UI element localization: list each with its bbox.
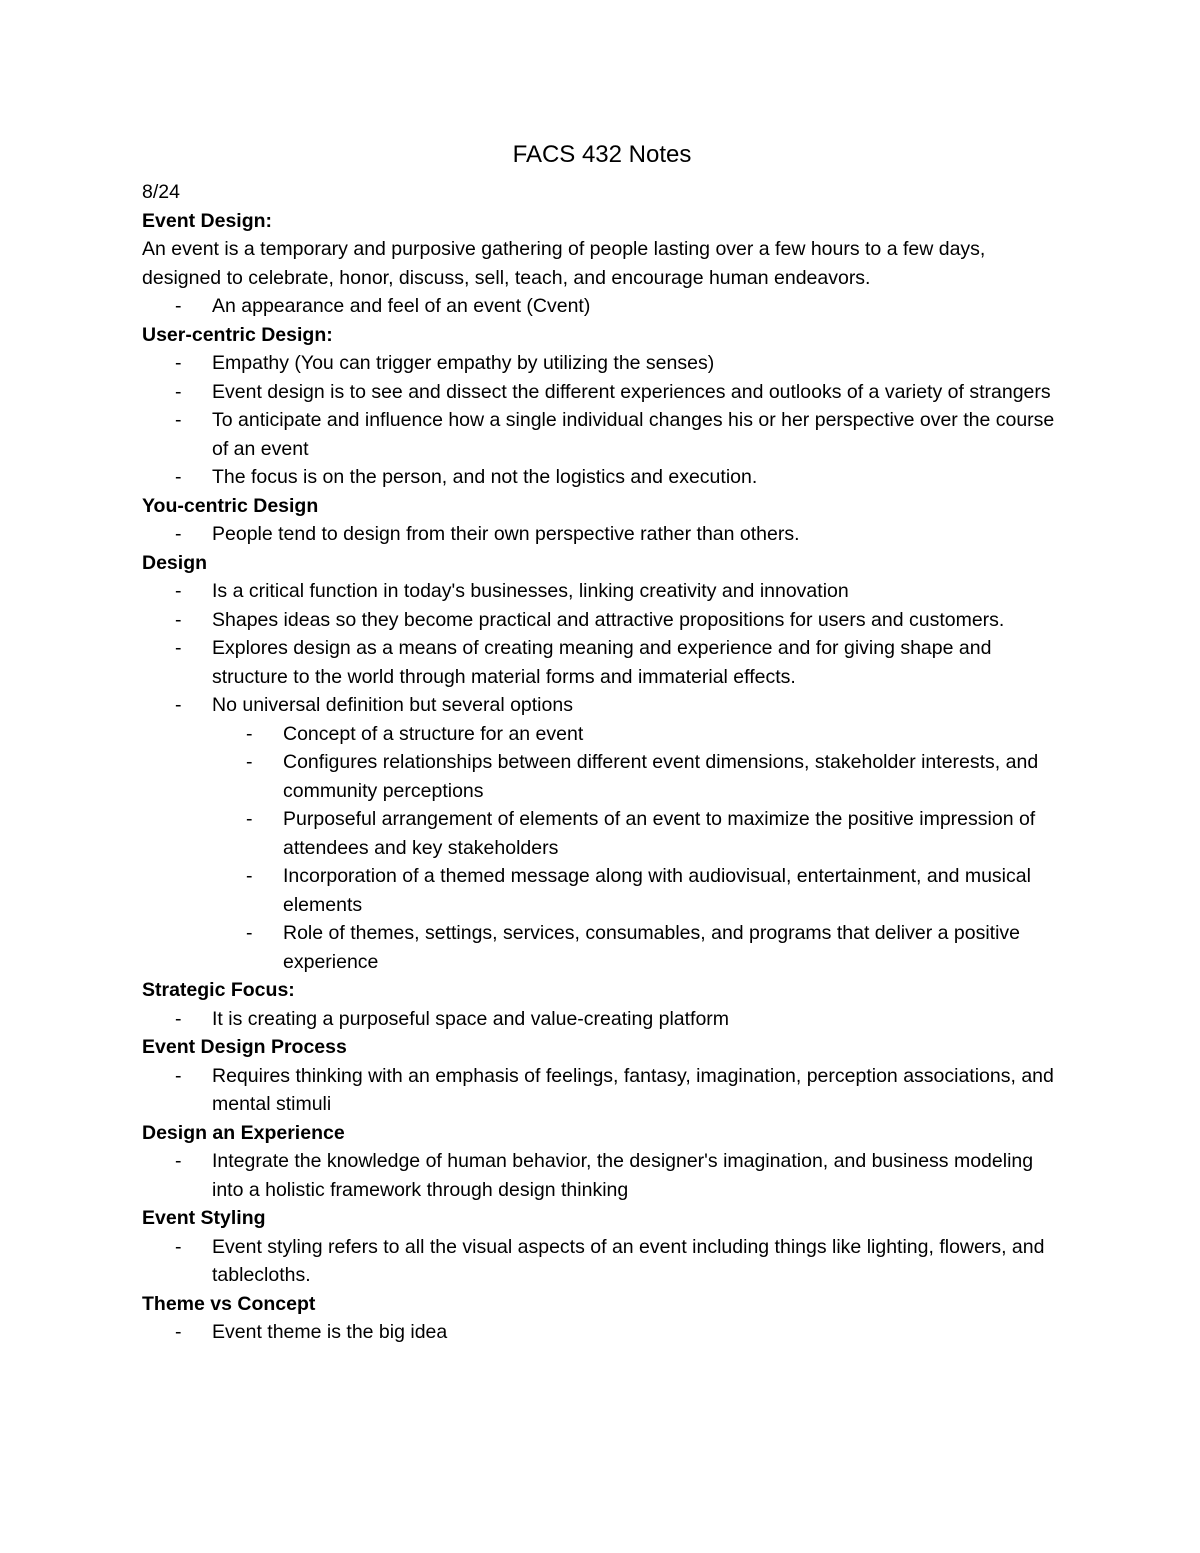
section-heading: Event Design: (142, 209, 273, 232)
dash-marker: - (175, 1007, 182, 1030)
list-item-text: An appearance and feel of an event (Cvent) (212, 295, 591, 317)
list-item (142, 691, 1062, 720)
list-item (142, 1062, 1062, 1119)
dash-marker: - (175, 608, 182, 631)
list-item-text: Incorporation of a themed message along with audiovisual, entertainment, and musical elements (283, 865, 1031, 916)
dash-marker: - (175, 1321, 182, 1343)
section-you-centric-design (142, 492, 1062, 549)
list-item (142, 1005, 1062, 1034)
dash-marker: - (175, 1150, 182, 1172)
bullet-list (142, 520, 1062, 549)
list-item-text: To anticipate and influence how a single individual changes his or her perspective over the course of an event (212, 409, 1055, 460)
section-paragraph: An event is a temporary and purposive gathering of people lasting over a few hours to a few days, designed to celebrate, honor, discuss, sell, teach, and encourage human endeavors. (142, 238, 986, 289)
list-item (142, 1233, 1062, 1290)
bullet-list (142, 1233, 1062, 1290)
list-item-text: Event theme is the big idea (212, 1321, 448, 1343)
bullet-list (142, 1147, 1062, 1204)
dash-marker: - (175, 580, 182, 602)
dash-marker: - (246, 922, 253, 944)
bullet-list (142, 577, 1062, 720)
list-item-text: Event styling refers to all the visual aspects of an event including things like lighting, flowers, and tablecloths. (212, 1235, 1045, 1286)
sub-bullet-list (142, 720, 1062, 977)
dash-marker: - (246, 751, 253, 773)
list-item (142, 378, 1062, 407)
dash-marker: - (246, 722, 253, 745)
document-page (142, 138, 1062, 1347)
section-strategic-focus (142, 976, 1062, 1033)
bullet-list (142, 1062, 1062, 1119)
dash-marker: - (246, 865, 253, 887)
list-item-text: Role of themes, settings, services, consumables, and programs that deliver a positive experience (283, 922, 1021, 973)
section-heading: Design an Experience (142, 1121, 345, 1144)
sub-list-item (142, 748, 1062, 805)
list-item-text: The focus is on the person, and not the logistics and execution. (212, 466, 758, 488)
sub-list-item (142, 919, 1062, 976)
list-item-text: Explores design as a means of creating meaning and experience and for giving shape and structure to the world through material forms and immaterial effects. (212, 637, 992, 688)
bullet-list (142, 1318, 1062, 1347)
dash-marker: - (175, 637, 182, 659)
list-item (142, 406, 1062, 463)
sub-list-item (142, 720, 1062, 749)
list-item (142, 1147, 1062, 1204)
dash-marker: - (246, 808, 253, 830)
section-heading: User-centric Design: (142, 323, 333, 346)
document-title: FACS 432 Notes (512, 141, 692, 168)
list-item-text: Purposeful arrangement of elements of an event to maximize the positive impression of attendees and key stakeholders (283, 808, 1036, 859)
section-user-centric-design (142, 321, 1062, 492)
list-item-text: Is a critical function in today's businesses, linking creativity and innovation (212, 580, 849, 602)
date-line: 8/24 (142, 181, 180, 203)
list-item-text: Configures relationships between different event dimensions, stakeholder interests, and community perceptions (283, 751, 1039, 802)
list-item (142, 349, 1062, 378)
list-item (142, 463, 1062, 492)
sub-list-item (142, 805, 1062, 862)
list-item-text: Requires thinking with an emphasis of feelings, fantasy, imagination, perception associations, and mental stimuli (212, 1064, 1054, 1115)
section-event-design-process (142, 1033, 1062, 1119)
section-design (142, 549, 1062, 977)
dash-marker: - (175, 1235, 182, 1258)
section-heading: You-centric Design (142, 494, 319, 517)
list-item (142, 606, 1062, 635)
section-heading: Design (142, 551, 208, 574)
list-item (142, 520, 1062, 549)
list-item (142, 1318, 1062, 1347)
list-item-text: People tend to design from their own perspective rather than others. (212, 523, 800, 545)
dash-marker: - (175, 380, 182, 403)
dash-marker: - (175, 523, 182, 545)
list-item (142, 577, 1062, 606)
dash-marker: - (175, 1064, 182, 1087)
section-heading: Event Design Process (142, 1036, 347, 1058)
dash-marker: - (175, 466, 182, 488)
section-theme-vs-concept (142, 1290, 1062, 1347)
section-heading: Theme vs Concept (142, 1292, 316, 1315)
list-item-text: Shapes ideas so they become practical and attractive propositions for users and customers. (212, 608, 1005, 631)
dash-marker: - (175, 295, 182, 317)
bullet-list (142, 349, 1062, 492)
list-item-text: It is creating a purposeful space and value-creating platform (212, 1007, 730, 1030)
bullet-list (142, 292, 1062, 321)
section-design-an-experience (142, 1119, 1062, 1205)
sub-list-item (142, 862, 1062, 919)
section-heading: Event Styling (142, 1207, 266, 1229)
section-event-design (142, 207, 1062, 321)
section-heading: Strategic Focus: (142, 979, 295, 1001)
section-event-styling (142, 1204, 1062, 1290)
list-item (142, 292, 1062, 321)
dash-marker: - (175, 352, 182, 374)
list-item-text: No universal definition but several options (212, 694, 573, 716)
list-item-text: Empathy (You can trigger empathy by utilizing the senses) (212, 352, 715, 374)
list-item-text: Integrate the knowledge of human behavior, the designer's imagination, and business modeling into a holistic framework through design thinking (212, 1150, 1034, 1201)
dash-marker: - (175, 694, 182, 716)
dash-marker: - (175, 409, 182, 431)
list-item-text: Event design is to see and dissect the different experiences and outlooks of a variety of strangers (212, 380, 1051, 403)
list-item-text: Concept of a structure for an event (283, 722, 584, 745)
bullet-list (142, 1005, 1062, 1034)
list-item (142, 634, 1062, 691)
